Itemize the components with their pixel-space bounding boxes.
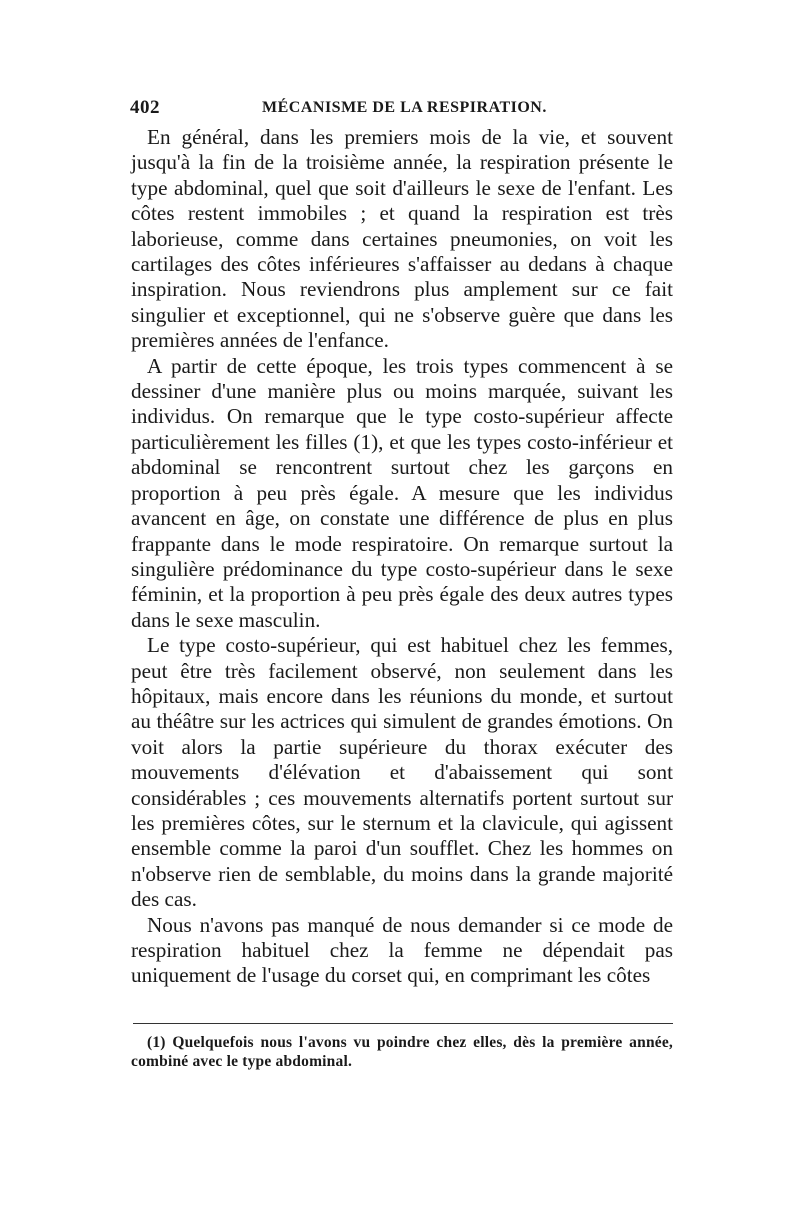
paragraph: En général, dans les premiers mois de la vie, et souvent jusqu'à la fin de la troisième année, la respiration présente le type abdominal, quel que soit d'ailleurs le sexe de l'enfant. Les côtes restent immobiles ; et quand la respiration est très laborieuse, comme dans certaines pneumonies, on voit les cartilages des côtes inférieures s'affaisser au dedans à chaque inspiration. Nous reviendrons plus amplement sur ce fait singulier et exceptionnel, qui ne s'observe guère que dans les premières années de l'enfance. — [131, 125, 673, 353]
running-title: MÉCANISME DE LA RESPIRATION. — [262, 99, 547, 116]
footnote — [131, 1033, 673, 1071]
footnote-text: (1) Quelquefois nous l'avons vu poindre chez elles, dès la première année, combiné avec le type abdominal. — [131, 1034, 673, 1070]
paragraph: Le type costo-supérieur, qui est habituel chez les femmes, peut être très facilement observé, non seulement dans les hôpitaux, mais encore dans les réunions du monde, et surtout au théâtre sur les actrices qui simulent de grandes émotions. On voit alors la partie supérieure du thorax exécuter des mouvements d'élévation et d'abaissement qui sont considérables ; ces mouvements alternatifs portent surtout sur les premières côtes, sur le sternum et la clavicule, qui agissent ensemble comme la paroi d'un soufflet. Chez les hommes on n'observe rien de semblable, du moins dans la grande majorité des cas. — [131, 633, 673, 912]
body-text — [131, 125, 673, 989]
paragraph: A partir de cette époque, les trois types commencent à se dessiner d'une manière plus ou moins marquée, suivant les individus. On remarque que le type costo-supérieur affecte particulièrement les filles (1), et que les types costo-inférieur et abdominal se rencontrent surtout chez les garçons en proportion à peu près égale. A mesure que les individus avancent en âge, on constate une différence de plus en plus frappante dans le mode respiratoire. On remarque surtout la singulière prédominance du type costo-supérieur dans le sexe féminin, et la proportion à peu près égale des deux autres types dans le sexe masculin. — [131, 353, 673, 632]
page-header — [130, 97, 675, 127]
footnote-divider — [133, 1023, 673, 1024]
page-number: 402 — [130, 97, 160, 118]
paragraph: Nous n'avons pas manqué de nous demander si ce mode de respiration habituel chez la femme ne dépendait pas uniquement de l'usage du corset qui, en comprimant les côtes — [131, 912, 673, 988]
